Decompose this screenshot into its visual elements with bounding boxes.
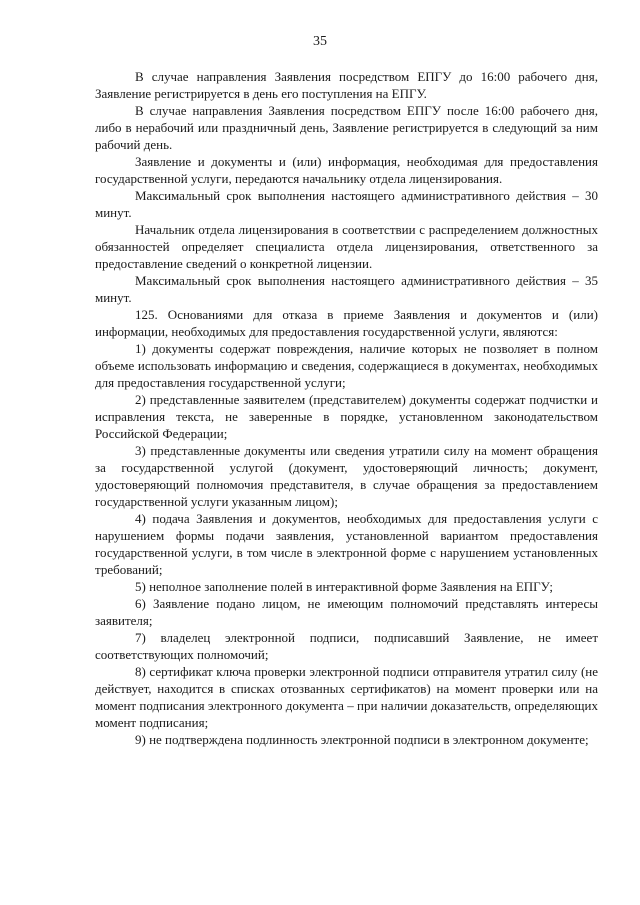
document-body xyxy=(95,68,598,748)
list-item: 6) Заявление подано лицом, не имеющим полномочий представлять интересы заявителя; xyxy=(95,596,598,628)
paragraph: Максимальный срок выполнения настоящего административного действия – 35 минут. xyxy=(95,273,598,305)
list-item: 1) документы содержат повреждения, наличие которых не позволяет в полном объеме использовать информацию и сведения, содержащиеся в документах, необходимых для предоставления государственной услуги; xyxy=(95,341,598,390)
paragraph: Максимальный срок выполнения настоящего административного действия – 30 минут. xyxy=(95,188,598,220)
paragraph: В случае направления Заявления посредством ЕПГУ до 16:00 рабочего дня, Заявление регистрируется в день его поступления на ЕПГУ. xyxy=(95,69,598,101)
list-item: 3) представленные документы или сведения утратили силу на момент обращения за государственной услугой (документ, удостоверяющий личность; документ, удостоверяющий полномочия представителя, в случае обращения за предоставлением государственной услуги указанным лицом); xyxy=(95,443,598,509)
list-item: 5) неполное заполнение полей в интерактивной форме Заявления на ЕПГУ; xyxy=(135,579,553,594)
paragraph: 125. Основаниями для отказа в приеме Заявления и документов и (или) информации, необходимых для предоставления государственной услуги, являются: xyxy=(95,307,598,339)
list-item: 4) подача Заявления и документов, необходимых для предоставления услуги с нарушением формы подачи заявления, установленной вариантом предоставления государственной услуги, в том числе в электронной форме с нарушением установленных требований; xyxy=(95,511,598,577)
paragraph: Заявление и документы и (или) информация, необходимая для предоставления государственной услуги, передаются начальнику отдела лицензирования. xyxy=(95,154,598,186)
paragraph: В случае направления Заявления посредством ЕПГУ после 16:00 рабочего дня, либо в нерабочий или праздничный день, Заявление регистрируется в следующий за ним рабочий день. xyxy=(95,103,598,152)
list-item: 8) сертификат ключа проверки электронной подписи отправителя утратил силу (не действует, находится в списках отозванных сертификатов) на момент проверки или на момент подписания электронного документа – при наличии доказательств, определяющих момент подписания; xyxy=(95,664,598,730)
list-item: 7) владелец электронной подписи, подписавший Заявление, не имеет соответствующих полномочий; xyxy=(95,630,598,662)
page-number: 35 xyxy=(313,34,327,49)
list-item: 9) не подтверждена подлинность электронной подписи в электронном документе; xyxy=(135,732,589,747)
list-item: 2) представленные заявителем (представителем) документы содержат подчистки и исправления текста, не заверенные в порядке, установленном законодательством Российской Федерации; xyxy=(95,392,598,441)
paragraph: Начальник отдела лицензирования в соответствии с распределением должностных обязанностей определяет специалиста отдела лицензирования, ответственного за предоставление сведений о конкретной лицензии. xyxy=(95,222,598,271)
